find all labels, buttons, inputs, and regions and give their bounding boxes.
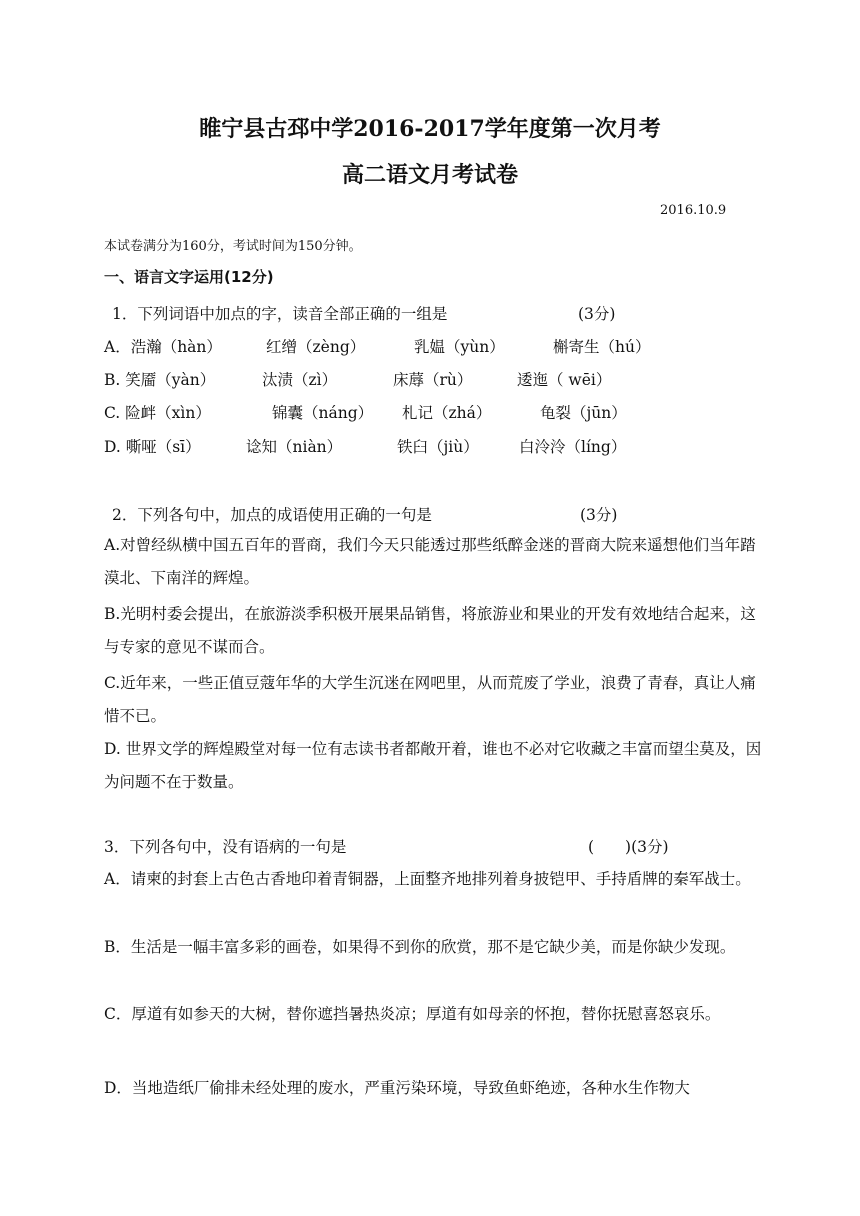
- question-1-option-a: [0, 335, 860, 359]
- option-d-word-4: 白泠泠（líng）: [519, 438, 627, 456]
- option-b-word-3: 床蓐（rù）: [393, 371, 473, 389]
- exam-subtitle: 高二语文月考试卷: [341, 162, 518, 188]
- exam-date: 2016.10.9: [660, 203, 727, 218]
- question-1-option-b: [0, 368, 860, 392]
- question-2-score: (3分): [580, 506, 618, 524]
- option-a-word-3: 乳媪（yùn）: [414, 338, 505, 356]
- option-d-word-3: 铁臼（jiù）: [397, 438, 479, 456]
- question-2-option-c: C.近年来，一些正值豆蔻年华的大学生沉迷在网吧里，从而荒废了学业，浪费了青春，真让人痛惜不已。: [104, 674, 756, 725]
- question-1-stem: 1．下列词语中加点的字，读音全部正确的一组是: [112, 305, 448, 323]
- question-2-option-a: A.对曾经纵横中国五百年的晋商，我们今天只能透过那些纸醉金迷的晋商大院来遥想他们当年踏漠北、下南洋的辉煌。: [104, 536, 756, 587]
- option-c-word-2: 锦囊（náng）: [272, 404, 374, 422]
- exam-note: 本试卷满分为160分，考试时间为150分钟。: [104, 239, 362, 254]
- question-3-option-a: A．请柬的封套上古色古香地印着青铜器，上面整齐地排列着身披铠甲、手持盾牌的秦军战士。: [104, 870, 751, 888]
- section-heading: 一、语言文字运用(12分): [104, 268, 274, 286]
- question-1-option-c: [0, 401, 860, 425]
- question-3-option-c: C．厚道有如参天的大树，替你遮挡暑热炎凉；厚道有如母亲的怀抱，替你抚慰喜怒哀乐。: [104, 1005, 721, 1023]
- question-2-stem: 2．下列各句中，加点的成语使用正确的一句是: [112, 506, 432, 524]
- option-d-word-2: 谂知（niàn）: [246, 438, 343, 456]
- option-b-word-2: 汰渍（zì）: [262, 371, 338, 389]
- option-a-word-4: 槲寄生（hú）: [553, 338, 651, 356]
- question-2-option-b: B.光明村委会提出，在旅游淡季积极开展果品销售，将旅游业和果业的开发有效地结合起来，这与专家的意见不谋而合。: [104, 605, 756, 656]
- exam-title: 睢宁县古邳中学2016-2017学年度第一次月考: [199, 116, 661, 142]
- question-1-score: (3分): [578, 305, 616, 323]
- option-c-word-1: C. 险衅（xìn）: [104, 404, 211, 422]
- option-b-word-1: B. 笑靥（yàn）: [104, 371, 216, 389]
- question-3-stem: 3．下列各句中，没有语病的一句是: [104, 838, 347, 856]
- question-3-option-b: B．生活是一幅丰富多彩的画卷，如果得不到你的欣赏，那不是它缺少美，而是你缺少发现。: [104, 938, 736, 956]
- question-2-option-d: D. 世界文学的辉煌殿堂对每一位有志读书者都敞开着，谁也不必对它收藏之丰富而望尘莫及，因为问题不在于数量。: [104, 740, 762, 791]
- option-d-word-1: D. 嘶哑（sī）: [104, 438, 201, 456]
- option-c-word-4: 龟裂（jūn）: [540, 404, 627, 422]
- option-c-word-3: 札记（zhá）: [402, 404, 492, 422]
- option-b-word-4: 逶迤（ wēi）: [517, 371, 612, 389]
- question-1-option-d: [0, 435, 860, 459]
- option-a-word-2: 红缯（zèng）: [266, 338, 366, 356]
- option-a-word-1: A．浩瀚（hàn）: [104, 338, 222, 356]
- question-3-option-d: D．当地造纸厂偷排未经处理的废水，严重污染环境，导致鱼虾绝迹，各种水生作物大: [104, 1079, 690, 1097]
- question-3-score: ( )(3分): [588, 838, 669, 856]
